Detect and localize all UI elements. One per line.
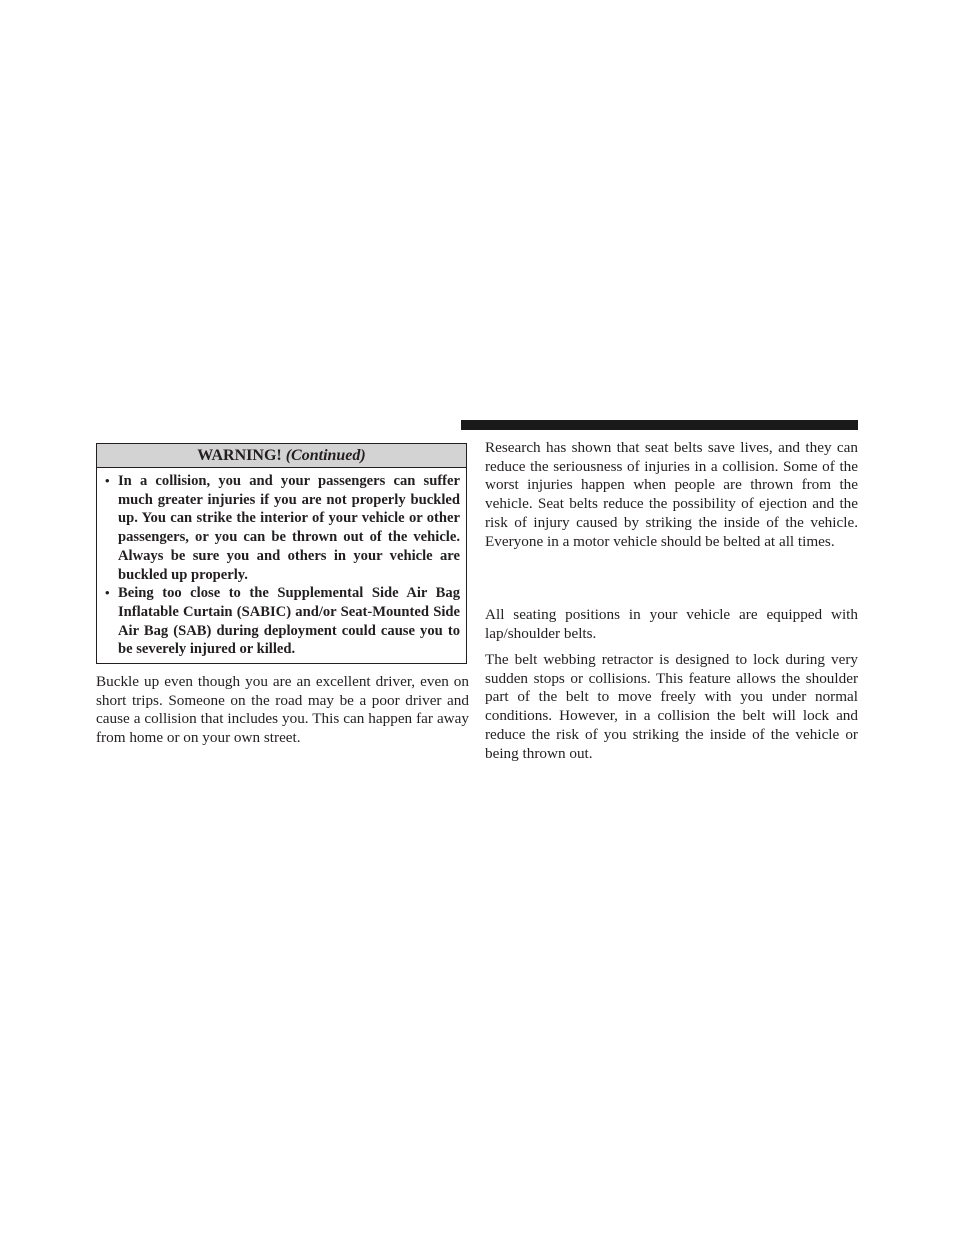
retractor-paragraph: The belt webbing retractor is designed to lock during very sudden stops or collisions. This feature allows the shoulder part of the belt to move freely with you under normal conditions. However, in a collision the belt will lock and reduce the risk of you striking the inside of the vehicle or being thrown out. xyxy=(485,651,858,762)
warning-box xyxy=(96,443,467,664)
warning-item xyxy=(105,472,460,584)
bullet-icon: • xyxy=(105,585,110,601)
warning-header xyxy=(97,444,466,468)
seating-positions-paragraph: All seating positions in your vehicle are equipped with lap/shoulder belts. xyxy=(485,606,858,642)
section-header-rule xyxy=(461,420,858,430)
warning-item-text: Being too close to the Supplemental Side Air Bag Inflatable Curtain (SABIC) and/or Seat-Mounted Side Air Bag (SAB) during deployment could cause you to be severely injured or killed. xyxy=(118,585,460,658)
research-paragraph: Research has shown that seat belts save lives, and they can reduce the seriousness of injuries in a collision. Some of the worst injuries happen when people are thrown from the vehicle. Seat belts reduce the possibility of ejection and the risk of injury caused by striking the inside of the vehicle. Everyone in a motor vehicle should be belted at all times. xyxy=(485,439,858,550)
bullet-icon: • xyxy=(105,473,110,488)
warning-item xyxy=(105,584,460,659)
warning-list xyxy=(97,468,466,659)
warning-continued: (Continued) xyxy=(285,447,366,464)
warning-title: WARNING! xyxy=(197,447,282,464)
buckle-up-paragraph: Buckle up even though you are an excellent driver, even on short trips. Someone on the road may be a poor driver and cause a collision that includes you. This can happen far away from home or on your own street. xyxy=(96,673,469,747)
warning-item-text: In a collision, you and your passengers can suffer much greater injuries if you are not properly buckled up. You can strike the interior of your vehicle or other passengers, or you can be thrown out of the vehicle. Always be sure you and others in your vehicle are buckled up properly. xyxy=(118,473,460,583)
